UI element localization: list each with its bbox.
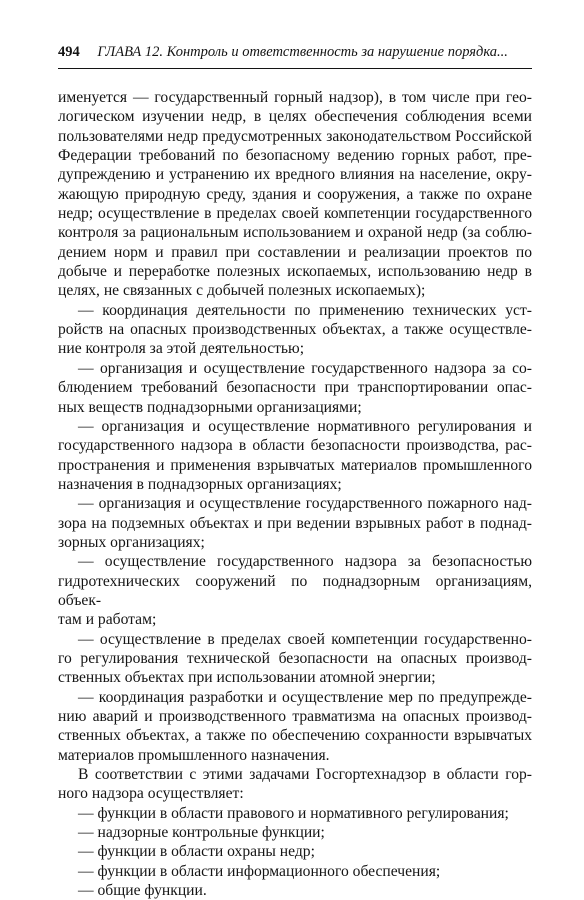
- text-line: логическом изучении недр, в целях обеспечения соблюдения всеми: [58, 108, 532, 126]
- text-line: материалов промышленного назначения.: [58, 746, 330, 764]
- text-line: ние контроля за этой деятельностью;: [58, 340, 305, 358]
- text-line: Федерации требований по безопасному ведению горных работ, пре-: [58, 147, 532, 165]
- text-line: пользователями недр предусмотренных законодательством Российской: [58, 127, 532, 145]
- text-line: целях, не связанных с добычей полезных ископаемых);: [58, 282, 426, 300]
- text-line: — общие функции.: [78, 882, 207, 900]
- text-line: дением норм и правил при составлении и реализации проектов по: [58, 243, 532, 261]
- text-line: государственного надзора в области безопасности производства, рас-: [58, 437, 532, 455]
- text-line: блюдением требований безопасности при транспортировании опас-: [58, 379, 532, 397]
- text-line: дупреждению и устранению их вредного влияния на население, окру-: [58, 166, 532, 184]
- text-line: — надзорные контрольные функции;: [78, 824, 325, 842]
- text-line: — организация и осуществление нормативного регулирования и: [78, 417, 532, 435]
- text-line: ройств на опасных производственных объектах, а также осуществле-: [58, 321, 532, 339]
- text-line: — функции в области информационного обеспечения;: [78, 862, 441, 880]
- text-line: — координация деятельности по применению технических уст-: [78, 301, 532, 319]
- text-line: гидротехнических сооружений по поднадзорным организациям, объек-: [58, 572, 532, 609]
- text-line: го регулирования технической безопасности на опасных производ-: [58, 649, 532, 667]
- text-line: ственных объектах при использовании атомной энергии;: [58, 669, 436, 687]
- text-line: контроля за рациональным использованием и охраной недр (за соблю-: [58, 224, 532, 242]
- text-line: именуется — государственный горный надзор), в том числе при гео-: [58, 89, 532, 106]
- text-line: — функции в области охраны недр;: [78, 843, 315, 861]
- text-line: недр; осуществление в пределах своей компетенции государственного: [58, 205, 532, 223]
- text-line: — организация и осуществление государственного пожарного над-: [78, 495, 532, 513]
- text-line: ственных объектах, а также по обеспечению сохранности взрывчатых: [58, 727, 532, 745]
- text-line: ного надзора осуществляет:: [58, 785, 244, 803]
- text-line: жающую природную среду, здания и сооружения, а также по охране: [58, 185, 532, 203]
- running-title: ГЛАВА 12. Контроль и ответственность за нарушение порядка...: [97, 44, 508, 60]
- text-line: ных веществ поднадзорными организациями;: [58, 398, 362, 416]
- text-line: В соответствии с этими задачами Госгортехнадзор в области гор-: [78, 766, 532, 784]
- text-line: зорных организациях;: [58, 533, 205, 551]
- text-line: добыче и переработке полезных ископаемых, использованию недр в: [58, 263, 532, 281]
- text-line: — координация разработки и осуществление мер по предупрежде-: [78, 688, 532, 706]
- body-text: [58, 88, 532, 900]
- text-line: нию аварий и производственного травматизма на опасных производ-: [58, 708, 532, 725]
- text-line: — организация и осуществление государственного надзора за со-: [78, 359, 532, 377]
- text-line: — функции в области правового и нормативного регулирования;: [78, 804, 509, 822]
- text-line: назначения в поднадзорных организациях;: [58, 475, 342, 493]
- header-rule: [58, 68, 532, 69]
- page-number: 494: [58, 44, 80, 60]
- text-line: — осуществление в пределах своей компетенции государственно-: [78, 630, 532, 648]
- text-line: пространения и применения взрывчатых материалов промышленного: [58, 456, 532, 474]
- text-line: зора на подземных объектах и при ведении взрывных работ в поднад-: [58, 514, 532, 532]
- text-line: там и работам;: [58, 611, 157, 629]
- text-line: — осуществление государственного надзора за безопасностью: [78, 553, 532, 571]
- running-header: [58, 43, 532, 61]
